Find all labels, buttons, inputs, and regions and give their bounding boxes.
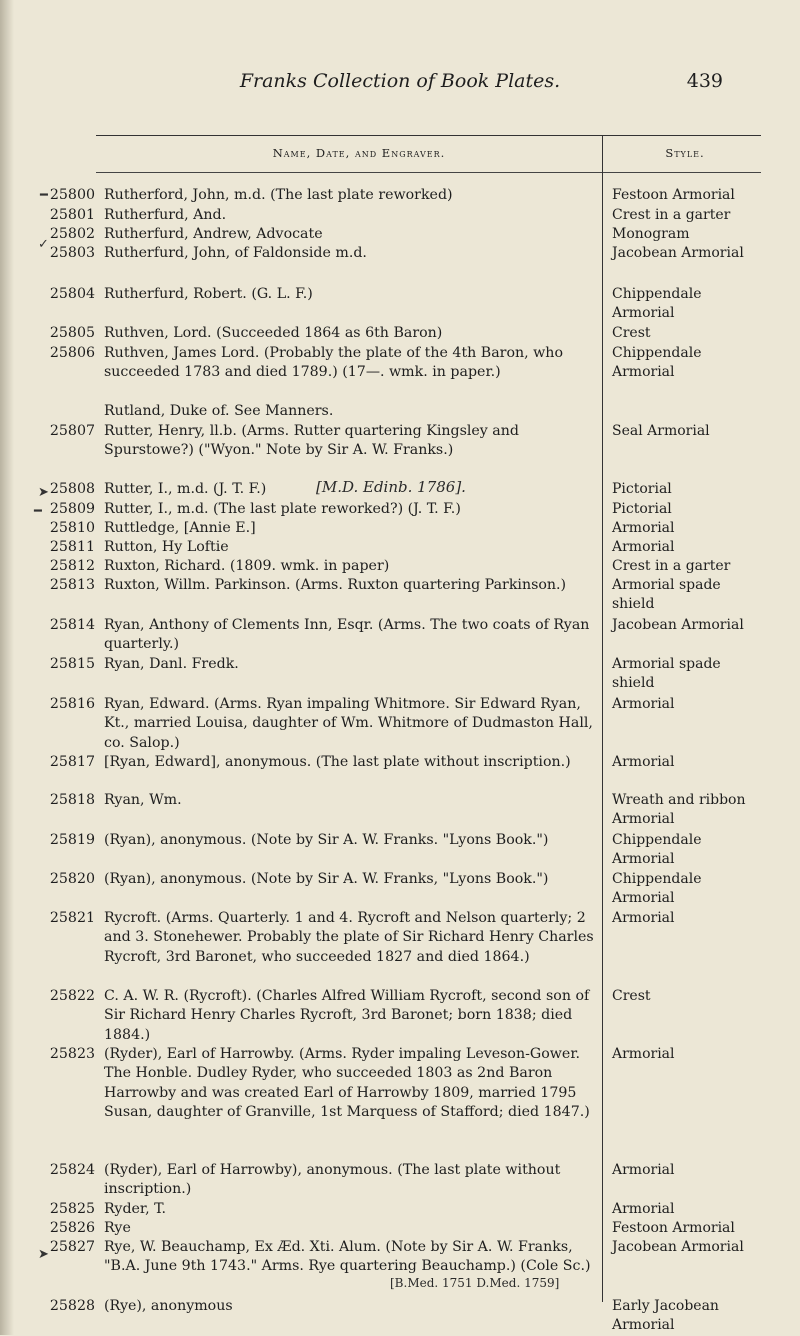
entry-description: Rutter, I., m.d. (J. T. F.) bbox=[104, 481, 267, 497]
entry-number: 25828 bbox=[49, 1298, 95, 1314]
column-header-name: Name, Date, and Engraver. bbox=[272, 146, 446, 160]
page-edge-shadow bbox=[0, 0, 14, 1335]
table-top-rule bbox=[96, 135, 761, 136]
margin-tick-mark: ━ bbox=[40, 188, 48, 203]
entry-number: 25817 bbox=[49, 754, 95, 770]
entry-number: 25824 bbox=[49, 1162, 95, 1178]
entry-style: Chippendale Armorial bbox=[612, 871, 702, 907]
entry-number: 25802 bbox=[49, 226, 95, 242]
entry-number: 25811 bbox=[49, 539, 95, 555]
entry-number: 25822 bbox=[49, 988, 95, 1004]
entry-description: Rutherford, John, m.d. (The last plate reworked) bbox=[104, 187, 453, 203]
entry-description: Ruttledge, [Annie E.] bbox=[104, 520, 256, 536]
entry-style: Monogram bbox=[612, 226, 690, 242]
entry-description: Rutherfurd, And. bbox=[104, 207, 227, 223]
entry-style: Early Jacobean Armorial bbox=[612, 1298, 719, 1334]
entry-description: Ruxton, Richard. (1809. wmk. in paper) bbox=[104, 558, 390, 574]
entry-description: Rycroft. (Arms. Quarterly. 1 and 4. Rycroft and Nelson quarterly; 2 and 3. Stonehewer. Probably the plate of Sir Richard Henry Charles Rycroft, 3rd Baronet, who succeeded 1827 and died 1864.) bbox=[104, 910, 594, 965]
entry-style: Armorial bbox=[612, 1201, 675, 1217]
entry-number: 25823 bbox=[49, 1046, 95, 1062]
entry-number: 25815 bbox=[49, 656, 95, 672]
handwritten-annotation: [M.D. Edinb. 1786]. bbox=[316, 478, 466, 496]
entry-number: 25814 bbox=[49, 617, 95, 633]
entry-style: Armorial bbox=[612, 520, 675, 536]
entry-style: Crest in a garter bbox=[612, 207, 731, 223]
entry-number: 25810 bbox=[49, 520, 95, 536]
handwritten-annotation: [B.Med. 1751 D.Med. 1759] bbox=[390, 1276, 560, 1290]
entry-style: Jacobean Armorial bbox=[612, 1239, 744, 1255]
entry-description: Ruxton, Willm. Parkinson. (Arms. Ruxton quartering Parkinson.) bbox=[104, 577, 567, 593]
entry-description: Ryan, Anthony of Clements Inn, Esqr. (Arms. The two coats of Ryan quarterly.) bbox=[104, 617, 590, 653]
entry-style: Armorial bbox=[612, 910, 675, 926]
cross-reference: Rutland, Duke of. See Manners. bbox=[104, 403, 334, 419]
entry-description: Ruthven, James Lord. (Probably the plate of the 4th Baron, who succeeded 1783 and died 1789.) (17—. wmk. in paper.) bbox=[104, 345, 563, 381]
entry-description: (Ryan), anonymous. (Note by Sir A. W. Franks, "Lyons Book.") bbox=[104, 871, 549, 887]
entry-style: Festoon Armorial bbox=[612, 1220, 735, 1236]
entry-description: Rutter, Henry, ll.b. (Arms. Rutter quartering Kingsley and Spurstowe?) ("Wyon." Note by Sir A. W. Franks.) bbox=[104, 423, 519, 459]
entry-number: 25818 bbox=[49, 792, 95, 808]
entry-number: 25826 bbox=[49, 1220, 95, 1236]
margin-arrow-mark: ➤ bbox=[38, 485, 49, 500]
entry-description: Ryan, Wm. bbox=[104, 792, 182, 808]
entry-description: Rye bbox=[104, 1220, 131, 1236]
entry-description: (Ryder), Earl of Harrowby), anonymous. (The last plate without inscription.) bbox=[104, 1162, 561, 1198]
entry-style: Pictorial bbox=[612, 481, 672, 497]
column-divider bbox=[602, 135, 603, 1302]
entry-style: Jacobean Armorial bbox=[612, 617, 744, 633]
entry-style: Chippendale Armorial bbox=[612, 832, 702, 868]
table-header-rule bbox=[96, 172, 761, 173]
page-title: Franks Collection of Book Plates. bbox=[239, 70, 561, 92]
entry-number: 25813 bbox=[49, 577, 95, 593]
entry-description: [Ryan, Edward], anonymous. (The last plate without inscription.) bbox=[104, 754, 571, 770]
entry-style: Crest bbox=[612, 325, 651, 341]
entry-style: Chippendale Armorial bbox=[612, 286, 702, 322]
entry-description: Rutherfurd, Robert. (G. L. F.) bbox=[104, 286, 313, 302]
entry-description: Rutherfurd, Andrew, Advocate bbox=[104, 226, 323, 242]
entry-style: Chippendale Armorial bbox=[612, 345, 702, 381]
entry-style: Crest bbox=[612, 988, 651, 1004]
entry-number: 25820 bbox=[49, 871, 95, 887]
entry-style: Armorial bbox=[612, 1162, 675, 1178]
entry-style: Festoon Armorial bbox=[612, 187, 735, 203]
entry-style: Armorial spade shield bbox=[612, 577, 721, 613]
entry-number: 25800 bbox=[49, 187, 95, 203]
entry-number: 25827 bbox=[49, 1239, 95, 1255]
entry-description: Ryan, Edward. (Arms. Ryan impaling Whitmore. Sir Edward Ryan, Kt., married Louisa, daughter of Wm. Whitmore of Dudmaston Hall, co. Salop.) bbox=[104, 696, 593, 751]
margin-arrow-mark: ➤ bbox=[38, 1247, 49, 1262]
entry-description: Rutherfurd, John, of Faldonside m.d. bbox=[104, 245, 367, 261]
entry-number: 25805 bbox=[49, 325, 95, 341]
entry-number: 25821 bbox=[49, 910, 95, 926]
entry-style: Crest in a garter bbox=[612, 558, 731, 574]
entry-description: (Ryan), anonymous. (Note by Sir A. W. Franks. "Lyons Book.") bbox=[104, 832, 549, 848]
entry-number: 25807 bbox=[49, 423, 95, 439]
entry-number: 25819 bbox=[49, 832, 95, 848]
entry-number: 25801 bbox=[49, 207, 95, 223]
entry-style: Seal Armorial bbox=[612, 423, 710, 439]
entry-number: 25804 bbox=[49, 286, 95, 302]
margin-dash-mark: ━ bbox=[34, 504, 42, 519]
entry-number: 25808 bbox=[49, 481, 95, 497]
entry-style: Armorial bbox=[612, 539, 675, 555]
entry-description: (Ryder), Earl of Harrowby. (Arms. Ryder impaling Leveson-Gower. The Honble. Dudley Ryder, who succeeded 1803 as 2nd Baron Harrowby and was created Earl of Harrowby 1809, married 1795 Susan, daughter of Granville, 1st Marquess of Stafford; died 1847.) bbox=[104, 1046, 590, 1121]
entry-style: Pictorial bbox=[612, 501, 672, 517]
entry-description: Rutter, I., m.d. (The last plate reworked?) (J. T. F.) bbox=[104, 501, 461, 517]
entry-description: Ruthven, Lord. (Succeeded 1864 as 6th Baron) bbox=[104, 325, 443, 341]
entry-number: 25803 bbox=[49, 245, 95, 261]
entry-description: Ryan, Danl. Fredk. bbox=[104, 656, 239, 672]
page-number: 439 bbox=[686, 70, 723, 92]
entry-style: Wreath and ribbon Armorial bbox=[612, 792, 746, 828]
entry-description: C. A. W. R. (Rycroft). (Charles Alfred William Rycroft, second son of Sir Richard Henry Charles Rycroft, 3rd Baronet; born 1838; died 1884.) bbox=[104, 988, 590, 1043]
entry-number: 25816 bbox=[49, 696, 95, 712]
entry-description: Rye, W. Beauchamp, Ex Æd. Xti. Alum. (Note by Sir A. W. Franks, "B.A. June 9th 1743." Arms. Rye quartering Beauchamp.) (Cole Sc.) bbox=[104, 1239, 591, 1275]
entry-style: Armorial bbox=[612, 1046, 675, 1062]
entry-number: 25825 bbox=[49, 1201, 95, 1217]
entry-number: 25806 bbox=[49, 345, 95, 361]
margin-check-mark: ✓ bbox=[38, 237, 49, 252]
entry-number: 25809 bbox=[49, 501, 95, 517]
entry-style: Jacobean Armorial bbox=[612, 245, 744, 261]
entry-description: (Rye), anonymous bbox=[104, 1298, 233, 1314]
running-header bbox=[0, 70, 800, 94]
column-header-style: Style. bbox=[665, 146, 705, 160]
entry-description: Ryder, T. bbox=[104, 1201, 167, 1217]
entry-number: 25812 bbox=[49, 558, 95, 574]
entry-description: Rutton, Hy Loftie bbox=[104, 539, 229, 555]
entry-style: Armorial bbox=[612, 754, 675, 770]
entry-style: Armorial spade shield bbox=[612, 656, 721, 692]
entry-style: Armorial bbox=[612, 696, 675, 712]
